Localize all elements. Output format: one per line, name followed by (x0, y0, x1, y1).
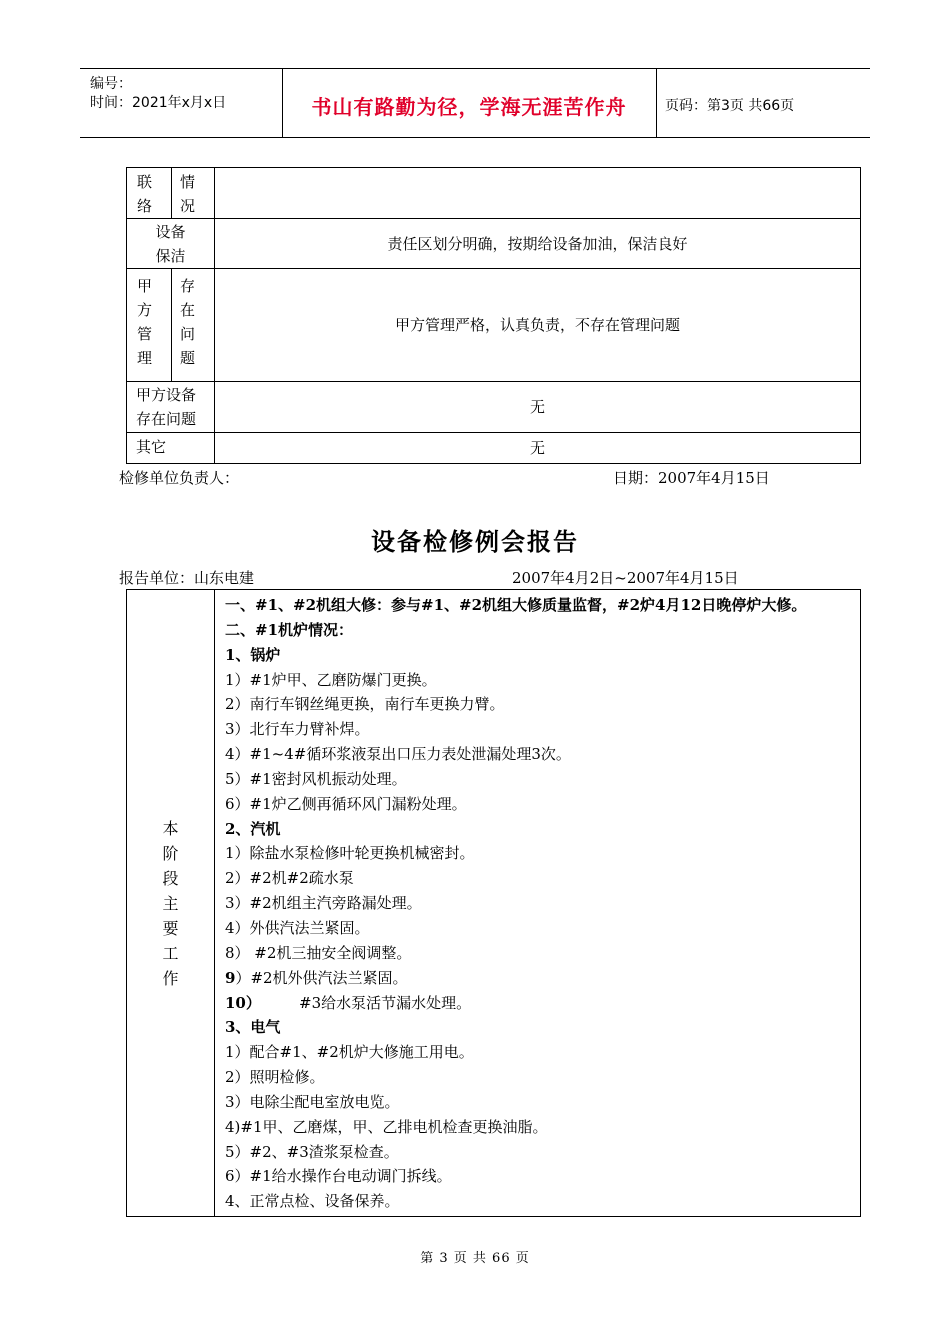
report-period: 2007年4月2日~2007年4月15日 (512, 569, 739, 587)
label-char: 况 (180, 197, 196, 215)
label-char: 联 (137, 173, 153, 191)
section-label-char: 作 (162, 968, 179, 988)
label-line: 设备 (155, 222, 186, 241)
row-label: 其它 (127, 433, 215, 464)
row-content: 甲方管理严格，认真负责，不存在管理问题 (215, 269, 861, 382)
list-item: 1）#1炉甲、乙磨防爆门更换。 (225, 670, 437, 689)
item-text: ）#2机外供汽法兰紧固。 (235, 968, 408, 987)
list-item: 6）#1给水操作台电动调门拆线。 (225, 1167, 452, 1186)
report-unit: 报告单位：山东电建 (119, 569, 255, 587)
section-label-char: 工 (162, 943, 179, 963)
label-char: 方 (137, 301, 153, 319)
row-label (127, 168, 215, 219)
row-content: 无 (215, 382, 861, 433)
page-footer: 第 3 页 共 66 页 (420, 1251, 530, 1266)
label-char: 题 (180, 349, 196, 367)
page-header (80, 68, 870, 138)
list-item: 4）#1~4#循环浆液泵出口压力表处泄漏处理3次。 (225, 745, 571, 764)
item-number: 10） (225, 993, 261, 1012)
section-label (127, 590, 215, 1217)
work-list (215, 590, 861, 1217)
list-item: 4)#1甲、乙磨煤，甲、乙排电机检查更换油脂。 (225, 1117, 548, 1136)
label-part-b (180, 274, 195, 370)
row-label (127, 219, 215, 269)
list-item: 3、电气 (225, 1018, 281, 1037)
list-item: 3）电除尘配电室放电览。 (225, 1092, 400, 1111)
sign-date: 日期：2007年4月15日 (613, 469, 770, 487)
inspection-status-table (126, 167, 861, 464)
label-char: 问 (180, 325, 196, 343)
label-part-a (137, 274, 152, 370)
label-char: 管 (137, 325, 153, 343)
list-item (225, 991, 850, 1016)
header-divider (656, 69, 657, 137)
row-label (127, 269, 215, 382)
label-divider (171, 168, 172, 218)
table-row (127, 590, 861, 1217)
list-item: 1）除盐水泵检修叶轮更换机械密封。 (225, 844, 475, 863)
doc-time: 时间：2021年x月x日 (90, 95, 227, 111)
list-item: 2）照明检修。 (225, 1068, 325, 1087)
section-label-char: 要 (162, 918, 179, 938)
list-item: 5）#2、#3渣浆泵检查。 (225, 1142, 399, 1161)
report-title: 设备检修例会报告 (371, 527, 579, 556)
row-content (215, 168, 861, 219)
list-item: 6）#1炉乙侧再循环风门漏粉处理。 (225, 794, 467, 813)
label-text (136, 383, 214, 431)
label-char: 甲 (137, 277, 153, 295)
list-item: 3）北行车力臂补焊。 (225, 720, 370, 739)
list-item: 1、锅炉 (225, 645, 281, 664)
list-item: 2、汽机 (225, 819, 281, 838)
responsible-person-label: 检修单位负责人： (119, 469, 240, 487)
label-line: 甲方设备 (136, 386, 197, 404)
list-item: 3）#2机组主汽旁路漏处理。 (225, 894, 422, 913)
header-meta (90, 75, 226, 113)
work-lines (225, 593, 850, 1214)
list-item: 一、#1、#2机组大修：参与#1、#2机组大修质量监督，#2炉4月12日晚停炉大修。 (225, 596, 807, 614)
label-line: 存在问题 (136, 410, 197, 428)
list-item: 2）南行车钢丝绳更换，南行车更换力臂。 (225, 695, 505, 714)
table-row (127, 168, 861, 219)
label-char: 存 (180, 277, 196, 295)
list-item: 8） #2机三抽安全阀调整。 (225, 943, 412, 962)
label-divider (171, 269, 172, 381)
label-line: 保洁 (155, 246, 186, 265)
section-label-text (127, 816, 214, 991)
label-char: 理 (137, 349, 153, 367)
row-content: 无 (215, 433, 861, 464)
table-row (127, 269, 861, 382)
item-text: #3给水泵活节漏水处理。 (260, 993, 472, 1012)
section-label-char: 阶 (162, 843, 179, 863)
list-item: 5）#1密封风机振动处理。 (225, 769, 407, 788)
label-text (127, 220, 214, 268)
list-item: 4）外供汽法兰紧固。 (225, 918, 370, 937)
table-row (127, 433, 861, 464)
list-item: 4、正常点检、设备保养。 (225, 1192, 400, 1211)
table-row (127, 219, 861, 269)
label-part-a (137, 170, 152, 218)
section-label-char: 段 (162, 868, 179, 888)
header-motto: 书山有路勤为径，学海无涯苦作舟 (311, 95, 627, 119)
label-char: 情 (180, 173, 196, 191)
label-char: 络 (137, 197, 153, 215)
list-item (225, 966, 850, 991)
list-item: 1）配合#1、#2机炉大修施工用电。 (225, 1043, 474, 1062)
row-content: 责任区划分明确，按期给设备加油，保洁良好 (215, 219, 861, 269)
doc-number: 编号： (90, 76, 132, 92)
list-item: 二、#1机炉情况： (225, 620, 354, 639)
section-label-char: 主 (162, 893, 179, 913)
row-label (127, 382, 215, 433)
label-part-b (180, 170, 195, 218)
work-report-table (126, 589, 861, 1217)
section-label-char: 本 (162, 818, 179, 838)
header-page-number: 页码：第3页 共66页 (665, 98, 795, 114)
item-number: 9 (225, 968, 236, 987)
label-char: 在 (180, 301, 196, 319)
table-row (127, 382, 861, 433)
list-item: 2）#2机#2疏水泵 (225, 869, 354, 888)
